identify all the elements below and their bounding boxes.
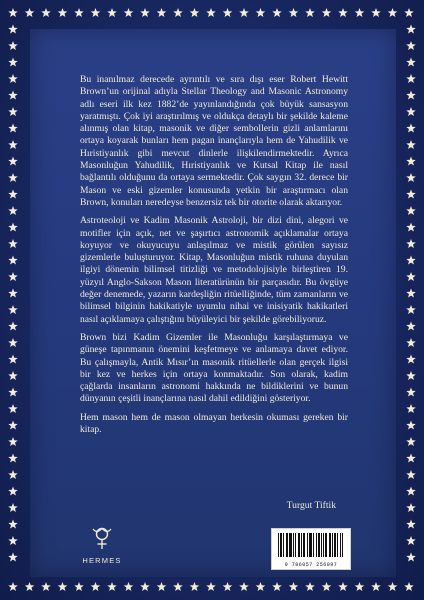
star-icon	[406, 355, 416, 364]
star-icon	[406, 454, 416, 463]
star-icon	[140, 8, 150, 17]
star-icon	[8, 289, 18, 298]
star-icon	[41, 582, 51, 591]
star-icon	[8, 355, 18, 364]
star-icon	[406, 91, 416, 100]
star-icon	[8, 173, 18, 182]
star-icon	[8, 322, 18, 331]
star-icon	[8, 470, 18, 479]
star-icon	[8, 124, 18, 133]
star-icon	[406, 58, 416, 67]
hermes-logo-icon	[89, 526, 115, 550]
star-icon	[371, 8, 381, 17]
blurb-paragraph-1: Bu inanılmaz derecede ayrıntılı ve sıra dışı eser Robert Hewitt Brown’un orijinal adıyla Stellar Theology and Masonic Astronomy adlı eseri ilk kez 1882’de yayınlandığında çok büyük sansasyon yaratmıştı. Çok iyi araştırılmış ve oldukça detaylı bir şekilde kaleme alınmış olan kitap, masonik ve diğer sembollerin gizli anlamlarını ortaya koyarak bunları hem pagan inançlarıyla hem de Yahudilik ve Hıristiyanlık gibi mevcut dinlerle ilişkilendirmektedir. Ayrıca Masonluğun Yahudilik, Hıristiyanlık ve Kutsal Kitap ile nasıl bağlantılı olduğunu da ortaya sermektedir. Çok saygın 32. derece bir Mason ve eski gizemler konusunda yetkin bir araştırmacı olan Brown, konuları neredeyse benzersiz tek bir otorite olarak aktarıyor.	[80, 74, 348, 208]
star-icon	[8, 454, 18, 463]
star-icon	[124, 8, 134, 17]
star-icon	[406, 190, 416, 199]
star-icon	[8, 582, 18, 591]
star-icon	[8, 338, 18, 347]
star-icon	[239, 8, 249, 17]
star-icon	[107, 582, 117, 591]
star-icon	[289, 8, 299, 17]
star-icon	[272, 8, 282, 17]
star-icon	[206, 8, 216, 17]
star-icon	[8, 404, 18, 413]
star-icon	[406, 124, 416, 133]
star-icon	[406, 503, 416, 512]
star-icon	[91, 582, 101, 591]
star-icon	[406, 157, 416, 166]
star-icon	[206, 582, 216, 591]
star-icon	[157, 8, 167, 17]
star-icon	[289, 582, 299, 591]
publisher-logo	[82, 526, 122, 565]
star-icon	[8, 553, 18, 562]
star-icon	[91, 8, 101, 17]
star-icon	[8, 206, 18, 215]
star-icon	[406, 74, 416, 83]
star-icon	[8, 8, 18, 17]
star-icon	[406, 421, 416, 430]
star-icon	[355, 582, 365, 591]
star-icon	[239, 582, 249, 591]
star-icon	[371, 582, 381, 591]
star-icon	[223, 8, 233, 17]
blurb-paragraph-4: Hem mason hem de mason olmayan herkesin okuması gereken bir kitap.	[80, 411, 348, 436]
star-icon	[8, 74, 18, 83]
star-icon	[406, 470, 416, 479]
star-icon	[322, 582, 332, 591]
star-icon	[406, 322, 416, 331]
star-icon	[406, 206, 416, 215]
star-icon	[8, 388, 18, 397]
star-icon	[272, 582, 282, 591]
star-icon	[406, 404, 416, 413]
star-icon	[404, 582, 414, 591]
star-icon	[305, 8, 315, 17]
star-icon	[406, 536, 416, 545]
publisher-name: HERMES	[82, 556, 122, 565]
star-icon	[74, 582, 84, 591]
blurb-paragraph-2: Astroteoloji ve Kadim Masonik Astroloji, bir dizi dini, alegori ve motifler için açık, net ve şaşırtıcı astronomik açıklamalar ortaya koyuyor ve okuyucuyu anlaşılmaz ve mistik görülen sayısız gizemlerle buluşturuyor. Kitap, Masonluğun mistik ruhuna duyulan ilgiyi dönemin bilimsel titizliği ve metodolojisiyle birleştiren 19. yüzyıl Anglo-Sakson Mason literatürünün bir parçasıdır. Bu övgüye değer denemede, yazarın kardeşliğin ritüelliğinde, tüm zamanların ve bilimsel bilginin hakikatiyle uyumlu nihai ve inisiyatik hakikatleri nasıl açıklamaya çalıştığını büyüleyici bir şekilde görebiliyoruz.	[80, 215, 348, 325]
star-icon	[8, 239, 18, 248]
star-icon	[8, 190, 18, 199]
star-icon	[406, 338, 416, 347]
star-icon	[406, 239, 416, 248]
star-icon	[223, 582, 233, 591]
star-icon	[157, 582, 167, 591]
star-icon	[8, 503, 18, 512]
star-icon	[8, 107, 18, 116]
star-icon	[8, 421, 18, 430]
star-icon	[74, 8, 84, 17]
star-icon	[190, 582, 200, 591]
star-icon	[406, 41, 416, 50]
star-icon	[406, 140, 416, 149]
star-icon	[41, 8, 51, 17]
star-icon	[8, 140, 18, 149]
star-icon	[8, 157, 18, 166]
star-icon	[256, 8, 266, 17]
star-icon	[8, 58, 18, 67]
star-icon	[406, 487, 416, 496]
star-icon	[406, 289, 416, 298]
star-icon	[8, 487, 18, 496]
star-icon	[173, 8, 183, 17]
star-icon	[404, 8, 414, 17]
star-icon	[256, 582, 266, 591]
star-icon	[190, 8, 200, 17]
star-icon	[173, 582, 183, 591]
barcode-bars	[272, 531, 350, 563]
barcode-digits: 9 786057 256097	[284, 562, 338, 568]
star-icon	[25, 582, 35, 591]
star-icon	[406, 520, 416, 529]
star-icon	[107, 8, 117, 17]
star-icon	[406, 305, 416, 314]
star-icon	[25, 8, 35, 17]
star-icon	[355, 8, 365, 17]
star-icon	[388, 8, 398, 17]
star-icon	[58, 582, 68, 591]
star-icon	[406, 107, 416, 116]
star-icon	[305, 582, 315, 591]
star-icon	[58, 8, 68, 17]
star-icon	[8, 41, 18, 50]
star-icon	[322, 8, 332, 17]
star-icon	[406, 173, 416, 182]
star-icon	[406, 437, 416, 446]
star-icon	[8, 305, 18, 314]
star-icon	[406, 388, 416, 397]
star-icon	[388, 582, 398, 591]
star-icon	[8, 223, 18, 232]
star-icon	[8, 536, 18, 545]
author-signature: Turgut Tiftik	[286, 500, 336, 511]
star-icon	[8, 25, 18, 34]
star-icon	[8, 520, 18, 529]
star-icon	[406, 25, 416, 34]
star-icon	[8, 437, 18, 446]
star-icon	[338, 8, 348, 17]
star-icon	[406, 371, 416, 380]
star-icon	[338, 582, 348, 591]
star-icon	[8, 91, 18, 100]
star-icon	[140, 582, 150, 591]
star-icon	[406, 553, 416, 562]
blurb-paragraph-3: Brown bizi Kadim Gizemler ile Masonluğu karşılaştırmaya ve güneşe tapınmanın önemini keşfetmeye ve anlamaya davet ediyor. Bu çalışmayla, Antik Mısır’ın masonik ritüellerle olan gerçek ilgisi bir kez ve herkes için ortaya konmaktadır. Son olarak, kadim çağlarda insanların astronomi hakkında ne bildiklerini ve bunun dünyanın çeşitli inançlarına nasıl dahil edildiğini gösteriyor.	[80, 331, 348, 405]
isbn-barcode	[271, 528, 351, 570]
star-icon	[406, 256, 416, 265]
star-icon	[406, 272, 416, 281]
star-icon	[8, 272, 18, 281]
blurb-text	[80, 74, 348, 442]
star-icon	[8, 371, 18, 380]
star-icon	[8, 256, 18, 265]
star-icon	[124, 582, 134, 591]
star-icon	[406, 223, 416, 232]
